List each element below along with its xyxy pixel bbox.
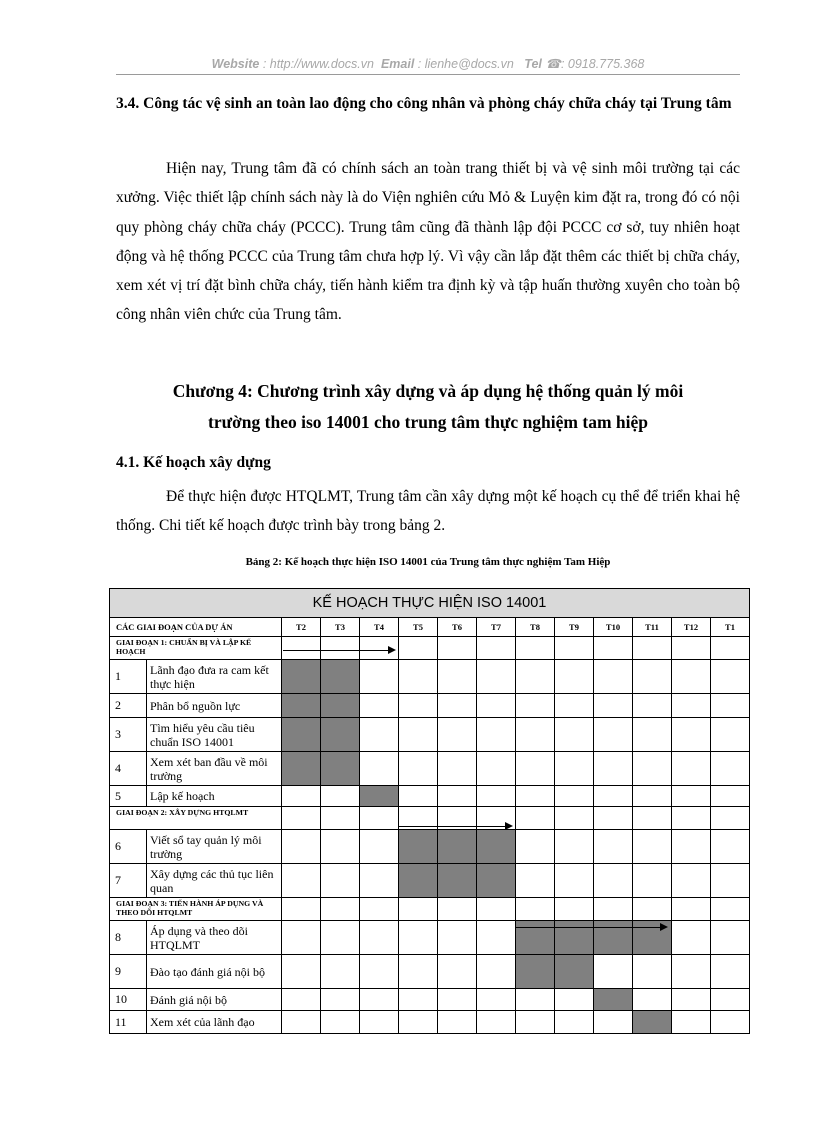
timeline-cell bbox=[399, 898, 438, 921]
timeline-cell bbox=[594, 637, 633, 660]
phase-1-arrow bbox=[283, 650, 394, 651]
timeline-cell bbox=[477, 898, 516, 921]
timeline-cell bbox=[360, 830, 399, 864]
timeline-cell bbox=[516, 830, 555, 864]
timeline-cell bbox=[360, 807, 399, 830]
timeline-cell bbox=[711, 921, 750, 955]
timeline-cell bbox=[399, 637, 438, 660]
timeline-cell bbox=[633, 955, 672, 989]
section-4-1-paragraph: Để thực hiện được HTQLMT, Trung tâm cần xây dựng một kế hoạch cụ thể để triển khai hệ thống. Chi tiết kế hoạch được trình bày trong bảng 2. bbox=[116, 488, 740, 535]
scheduled-cell bbox=[282, 718, 321, 752]
timeline-cell bbox=[672, 898, 711, 921]
task-number: 3 bbox=[110, 718, 147, 752]
timeline-cell bbox=[438, 718, 477, 752]
phase-label: GIAI ĐOẠN 1: CHUẨN BỊ VÀ LẬP KẾ HOẠCH bbox=[110, 637, 282, 660]
timeline-cell bbox=[633, 637, 672, 660]
task-name: Xem xét của lãnh đạo bbox=[147, 1011, 282, 1034]
timeline-cell bbox=[594, 752, 633, 786]
email-value[interactable]: : lienhe@docs.vn bbox=[417, 57, 514, 71]
timeline-cell bbox=[516, 718, 555, 752]
task-row bbox=[110, 830, 750, 864]
task-number: 5 bbox=[110, 786, 147, 807]
task-row bbox=[110, 921, 750, 955]
timeline-cell bbox=[633, 989, 672, 1011]
timeline-cell bbox=[672, 830, 711, 864]
timeline-cell bbox=[399, 1011, 438, 1034]
month-header: T11 bbox=[633, 618, 672, 637]
table-caption: Bảng 2: Kế hoạch thực hiện ISO 14001 của Trung tâm thực nghiệm Tam Hiệp bbox=[245, 556, 611, 568]
timeline-cell bbox=[321, 807, 360, 830]
timeline-cell bbox=[360, 864, 399, 898]
task-name: Đánh giá nội bộ bbox=[147, 989, 282, 1011]
chapter-title bbox=[116, 376, 740, 438]
timeline-cell bbox=[711, 660, 750, 694]
timeline-cell bbox=[321, 1011, 360, 1034]
timeline-cell bbox=[438, 752, 477, 786]
timeline-cell bbox=[672, 989, 711, 1011]
timeline-cell bbox=[555, 989, 594, 1011]
chapter-title-line-1: Chương 4: Chương trình xây dựng và áp dụng hệ thống quản lý môi bbox=[172, 381, 684, 401]
timeline-cell bbox=[516, 660, 555, 694]
month-header: T4 bbox=[360, 618, 399, 637]
month-header: T6 bbox=[438, 618, 477, 637]
scheduled-cell bbox=[282, 752, 321, 786]
task-row bbox=[110, 786, 750, 807]
month-header: T5 bbox=[399, 618, 438, 637]
phase-row bbox=[110, 637, 750, 660]
timeline-cell bbox=[633, 830, 672, 864]
timeline-cell bbox=[594, 718, 633, 752]
phase-2-arrow bbox=[398, 826, 511, 827]
timeline-cell bbox=[399, 786, 438, 807]
timeline-cell bbox=[594, 1011, 633, 1034]
section-4-1-heading: 4.1. Kế hoạch xây dựng bbox=[116, 454, 271, 471]
timeline-cell bbox=[672, 752, 711, 786]
month-header: T12 bbox=[672, 618, 711, 637]
scheduled-cell bbox=[477, 830, 516, 864]
timeline-cell bbox=[672, 921, 711, 955]
timeline-cell bbox=[399, 955, 438, 989]
timeline-cell bbox=[321, 637, 360, 660]
task-name: Đào tạo đánh giá nội bộ bbox=[147, 955, 282, 989]
timeline-cell bbox=[360, 1011, 399, 1034]
timeline-cell bbox=[711, 955, 750, 989]
task-number: 7 bbox=[110, 864, 147, 898]
timeline-cell bbox=[282, 830, 321, 864]
task-name: Lãnh đạo đưa ra cam kết thực hiện bbox=[147, 660, 282, 694]
timeline-cell bbox=[438, 694, 477, 718]
timeline-cell bbox=[633, 660, 672, 694]
timeline-cell bbox=[516, 694, 555, 718]
timeline-cell bbox=[321, 921, 360, 955]
month-header: T7 bbox=[477, 618, 516, 637]
header-divider bbox=[116, 74, 740, 75]
task-number: 11 bbox=[110, 1011, 147, 1034]
timeline-cell bbox=[399, 989, 438, 1011]
scheduled-cell bbox=[594, 921, 633, 955]
timeline-cell bbox=[282, 921, 321, 955]
timeline-cell bbox=[321, 864, 360, 898]
scheduled-cell bbox=[555, 921, 594, 955]
scheduled-cell bbox=[438, 830, 477, 864]
scheduled-cell bbox=[360, 786, 399, 807]
task-row bbox=[110, 660, 750, 694]
timeline-cell bbox=[282, 786, 321, 807]
timeline-cell bbox=[477, 752, 516, 786]
timeline-cell bbox=[516, 898, 555, 921]
timeline-cell bbox=[555, 864, 594, 898]
tel-value: : 0918.775.368 bbox=[560, 57, 645, 71]
timeline-cell bbox=[555, 786, 594, 807]
timeline-cell bbox=[594, 807, 633, 830]
timeline-cell bbox=[516, 989, 555, 1011]
phase-row bbox=[110, 898, 750, 921]
timeline-cell bbox=[633, 718, 672, 752]
timeline-cell bbox=[438, 637, 477, 660]
task-number: 6 bbox=[110, 830, 147, 864]
timeline-cell bbox=[633, 864, 672, 898]
timeline-cell bbox=[438, 786, 477, 807]
timeline-cell bbox=[399, 752, 438, 786]
timeline-cell bbox=[594, 955, 633, 989]
timeline-cell bbox=[555, 637, 594, 660]
timeline-cell bbox=[360, 921, 399, 955]
month-header: T2 bbox=[282, 618, 321, 637]
month-header: T10 bbox=[594, 618, 633, 637]
phone-icon: ☎ bbox=[545, 57, 561, 71]
timeline-cell bbox=[477, 921, 516, 955]
timeline-cell bbox=[711, 898, 750, 921]
scheduled-cell bbox=[321, 660, 360, 694]
timeline-cell bbox=[594, 830, 633, 864]
timeline-cell bbox=[672, 694, 711, 718]
timeline-cell bbox=[711, 637, 750, 660]
timeline-cell bbox=[399, 660, 438, 694]
task-name: Phân bổ nguồn lực bbox=[147, 694, 282, 718]
timeline-cell bbox=[672, 660, 711, 694]
task-row bbox=[110, 955, 750, 989]
timeline-cell bbox=[672, 955, 711, 989]
month-header: T3 bbox=[321, 618, 360, 637]
task-number: 4 bbox=[110, 752, 147, 786]
timeline-cell bbox=[477, 989, 516, 1011]
table-title-row bbox=[110, 589, 750, 618]
timeline-cell bbox=[321, 898, 360, 921]
timeline-cell bbox=[516, 1011, 555, 1034]
timeline-cell bbox=[672, 864, 711, 898]
section-3-4-heading: 3.4. Công tác vệ sinh an toàn lao động cho công nhân và phòng cháy chữa cháy tại Trung tâm bbox=[116, 95, 732, 112]
timeline-cell bbox=[672, 807, 711, 830]
timeline-cell bbox=[516, 752, 555, 786]
task-name: Xây dựng các thủ tục liên quan bbox=[147, 864, 282, 898]
timeline-cell bbox=[711, 864, 750, 898]
timeline-cell bbox=[711, 1011, 750, 1034]
scheduled-cell bbox=[399, 830, 438, 864]
timeline-cell bbox=[282, 955, 321, 989]
timeline-cell bbox=[282, 864, 321, 898]
timeline-cell bbox=[633, 807, 672, 830]
scheduled-cell bbox=[321, 694, 360, 718]
timeline-cell bbox=[360, 898, 399, 921]
timeline-cell bbox=[360, 752, 399, 786]
timeline-cell bbox=[594, 660, 633, 694]
timeline-cell bbox=[555, 694, 594, 718]
timeline-cell bbox=[594, 694, 633, 718]
scheduled-cell bbox=[282, 660, 321, 694]
timeline-cell bbox=[399, 694, 438, 718]
scheduled-cell bbox=[282, 694, 321, 718]
scheduled-cell bbox=[594, 989, 633, 1011]
iso-plan-table bbox=[109, 588, 750, 1034]
timeline-cell bbox=[555, 807, 594, 830]
timeline-cell bbox=[516, 637, 555, 660]
scheduled-cell bbox=[477, 864, 516, 898]
timeline-cell bbox=[711, 752, 750, 786]
task-name: Viết sổ tay quản lý môi trường bbox=[147, 830, 282, 864]
scheduled-cell bbox=[321, 718, 360, 752]
timeline-cell bbox=[711, 718, 750, 752]
timeline-cell bbox=[711, 807, 750, 830]
timeline-cell bbox=[711, 786, 750, 807]
timeline-cell bbox=[282, 989, 321, 1011]
timeline-cell bbox=[477, 637, 516, 660]
timeline-cell bbox=[438, 921, 477, 955]
task-row bbox=[110, 694, 750, 718]
timeline-cell bbox=[594, 786, 633, 807]
website-value[interactable]: : http://www.docs.vn bbox=[262, 57, 374, 71]
task-name: Lập kế hoạch bbox=[147, 786, 282, 807]
task-row bbox=[110, 1011, 750, 1034]
timeline-cell bbox=[711, 694, 750, 718]
timeline-cell bbox=[282, 898, 321, 921]
scheduled-cell bbox=[555, 955, 594, 989]
task-row bbox=[110, 989, 750, 1011]
phase-label: GIAI ĐOẠN 2: XÂY DỰNG HTQLMT bbox=[110, 807, 282, 830]
timeline-cell bbox=[321, 830, 360, 864]
timeline-cell bbox=[360, 989, 399, 1011]
timeline-cell bbox=[282, 637, 321, 660]
month-header-row bbox=[110, 618, 750, 637]
task-number: 2 bbox=[110, 694, 147, 718]
task-name: Xem xét ban đầu về môi trường bbox=[147, 752, 282, 786]
timeline-cell bbox=[672, 637, 711, 660]
timeline-cell bbox=[555, 660, 594, 694]
timeline-cell bbox=[282, 807, 321, 830]
timeline-cell bbox=[321, 786, 360, 807]
chapter-title-line-2: trường theo iso 14001 cho trung tâm thực nghiệm tam hiệp bbox=[208, 412, 648, 432]
timeline-cell bbox=[282, 1011, 321, 1034]
timeline-cell bbox=[594, 864, 633, 898]
task-number: 9 bbox=[110, 955, 147, 989]
timeline-cell bbox=[672, 1011, 711, 1034]
timeline-cell bbox=[555, 898, 594, 921]
timeline-cell bbox=[477, 786, 516, 807]
timeline-cell bbox=[633, 786, 672, 807]
scheduled-cell bbox=[633, 1011, 672, 1034]
timeline-cell bbox=[555, 1011, 594, 1034]
email-label: Email bbox=[380, 57, 415, 71]
month-header: T9 bbox=[555, 618, 594, 637]
timeline-cell bbox=[438, 989, 477, 1011]
timeline-cell bbox=[438, 660, 477, 694]
task-row bbox=[110, 752, 750, 786]
scheduled-cell bbox=[516, 955, 555, 989]
timeline-cell bbox=[321, 955, 360, 989]
scheduled-cell bbox=[438, 864, 477, 898]
scheduled-cell bbox=[399, 864, 438, 898]
timeline-cell bbox=[477, 955, 516, 989]
phase-label: GIAI ĐOẠN 3: TIẾN HÀNH ÁP DỤNG VÀ THEO DÕI HTQLMT bbox=[110, 898, 282, 921]
table-title: KẾ HOẠCH THỰC HIỆN ISO 14001 bbox=[110, 589, 750, 618]
timeline-cell bbox=[360, 694, 399, 718]
page-header bbox=[116, 56, 740, 71]
timeline-cell bbox=[555, 752, 594, 786]
timeline-cell bbox=[477, 660, 516, 694]
timeline-cell bbox=[555, 830, 594, 864]
timeline-cell bbox=[711, 830, 750, 864]
task-name: Áp dụng và theo dõi HTQLMT bbox=[147, 921, 282, 955]
timeline-cell bbox=[633, 694, 672, 718]
timeline-cell bbox=[360, 718, 399, 752]
timeline-cell bbox=[516, 864, 555, 898]
timeline-cell bbox=[516, 786, 555, 807]
task-row bbox=[110, 864, 750, 898]
timeline-cell bbox=[594, 898, 633, 921]
month-header: T8 bbox=[516, 618, 555, 637]
timeline-cell bbox=[672, 718, 711, 752]
timeline-cell bbox=[477, 718, 516, 752]
timeline-cell bbox=[633, 898, 672, 921]
phase-3-arrow bbox=[516, 927, 666, 928]
timeline-cell bbox=[672, 786, 711, 807]
task-name: Tìm hiểu yêu cầu tiêu chuẩn ISO 14001 bbox=[147, 718, 282, 752]
task-number: 8 bbox=[110, 921, 147, 955]
timeline-cell bbox=[399, 921, 438, 955]
timeline-cell bbox=[360, 955, 399, 989]
stage-column-header: CÁC GIAI ĐOẠN CỦA DỰ ÁN bbox=[110, 618, 282, 637]
timeline-cell bbox=[399, 718, 438, 752]
scheduled-cell bbox=[516, 921, 555, 955]
timeline-cell bbox=[711, 989, 750, 1011]
website-label: Website bbox=[211, 57, 260, 71]
timeline-cell bbox=[321, 989, 360, 1011]
timeline-cell bbox=[477, 1011, 516, 1034]
timeline-cell bbox=[516, 807, 555, 830]
timeline-cell bbox=[438, 1011, 477, 1034]
task-number: 1 bbox=[110, 660, 147, 694]
timeline-cell bbox=[555, 718, 594, 752]
section-3-4-paragraph: Hiện nay, Trung tâm đã có chính sách an toàn trang thiết bị và vệ sinh môi trường tại các xưởng. Việc thiết lập chính sách này là do Viện nghiên cứu Mỏ & Luyện kim đặt ra, trong đó có nội quy phòng cháy chữa cháy (PCCC). Trung tâm cũng đã thành lập đội PCCC cơ sở, tuy nhiên hoạt động và hệ thống PCCC của Trung tâm chưa hợp lý. Vì vậy cần lắp đặt thêm các thiết bị chữa cháy, xem xét vị trí đặt bình chữa cháy, tiến hành kiểm tra định kỳ và tập huấn thường xuyên cho toàn bộ công nhân viên chức của Trung tâm. bbox=[116, 160, 740, 324]
timeline-cell bbox=[360, 660, 399, 694]
task-row bbox=[110, 718, 750, 752]
timeline-cell bbox=[633, 752, 672, 786]
timeline-cell bbox=[477, 694, 516, 718]
timeline-cell bbox=[438, 898, 477, 921]
scheduled-cell bbox=[321, 752, 360, 786]
timeline-cell bbox=[438, 955, 477, 989]
task-number: 10 bbox=[110, 989, 147, 1011]
tel-label: Tel bbox=[524, 57, 542, 71]
month-header: T1 bbox=[711, 618, 750, 637]
